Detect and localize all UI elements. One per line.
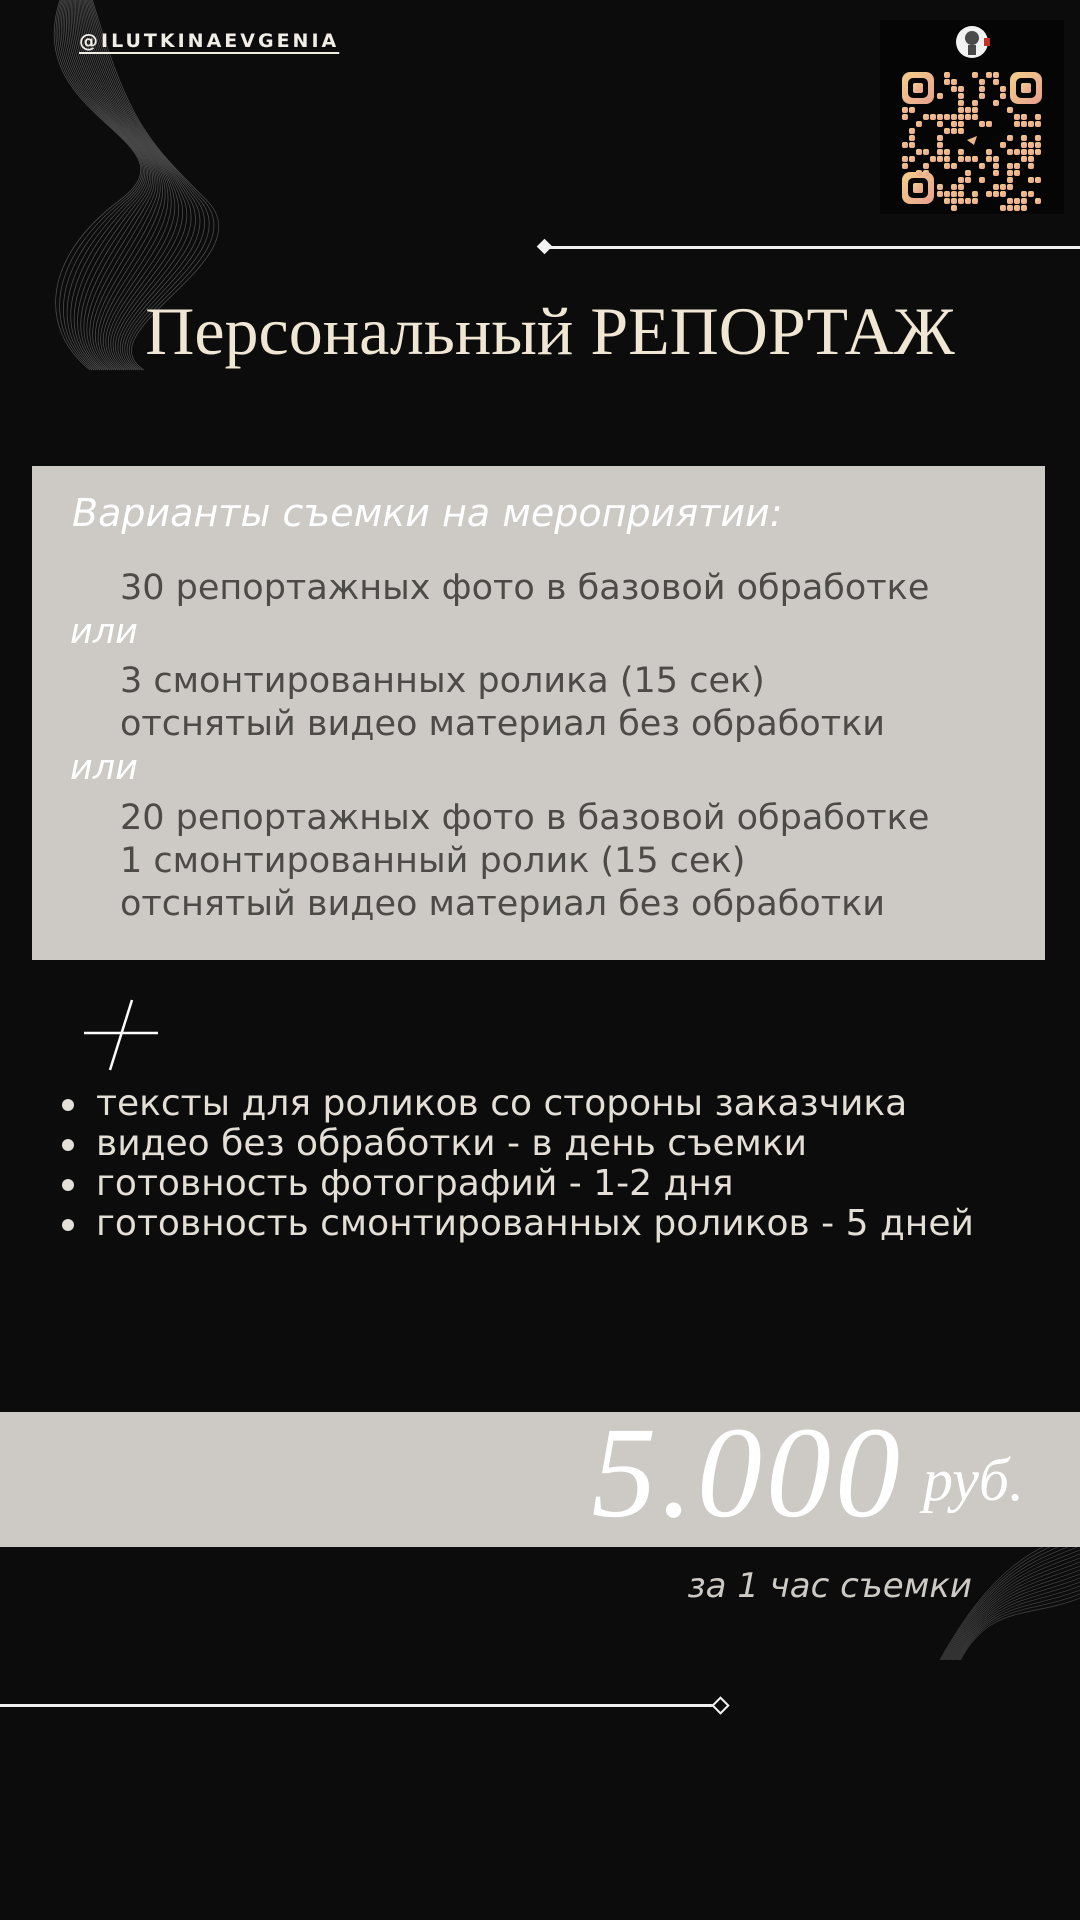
- price-currency: руб.: [922, 1447, 1024, 1513]
- list-item: готовность смонтированных роликов - 5 дней: [58, 1204, 974, 1244]
- option-2-line: отснятый видео материал без обработки: [120, 704, 885, 744]
- divider-diamond: [711, 1696, 729, 1714]
- price-duration: за 1 час съемки: [687, 1566, 972, 1606]
- qr-code: [880, 20, 1064, 214]
- options-panel: [32, 466, 1045, 960]
- options-heading: Варианты съемки на мероприятии:: [72, 491, 783, 535]
- list-item: готовность фотографий - 1-2 дня: [58, 1164, 974, 1204]
- divider-diamond: [537, 239, 553, 255]
- list-item: тексты для роликов со стороны заказчика: [58, 1084, 974, 1124]
- list-item: видео без обработки - в день съемки: [58, 1124, 974, 1164]
- or-label: или: [70, 748, 138, 788]
- option-1-line: 30 репортажных фото в базовой обработке: [120, 568, 930, 608]
- page-title: Персональный РЕПОРТАЖ: [145, 293, 955, 369]
- option-3-line: отснятый видео материал без обработки: [120, 884, 885, 924]
- divider-line: [545, 246, 1080, 249]
- instagram-handle[interactable]: @ILUTKINAEVGENIA: [79, 30, 340, 52]
- divider-line: [0, 1704, 720, 1707]
- qr-code-icon: [880, 20, 1064, 214]
- features-list: [58, 1084, 974, 1244]
- option-3-line: 1 смонтированный ролик (15 сек): [120, 841, 746, 881]
- price-amount: 5.000: [591, 1401, 904, 1545]
- price-band: [0, 1412, 1080, 1547]
- or-label: или: [70, 612, 138, 652]
- option-3-line: 20 репортажных фото в базовой обработке: [120, 798, 930, 838]
- plus-icon: [80, 996, 162, 1074]
- option-2-line: 3 смонтированных ролика (15 сек): [120, 661, 765, 701]
